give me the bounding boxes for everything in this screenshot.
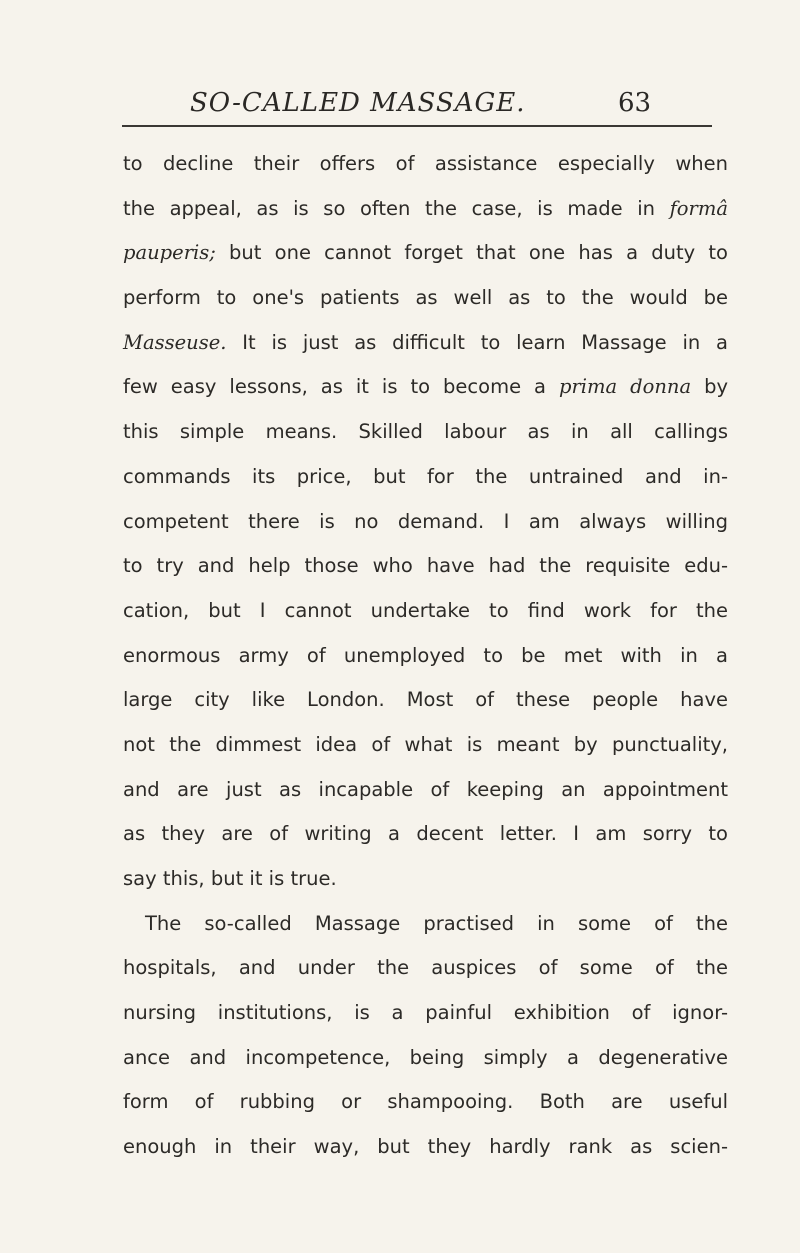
italic-latin-phrase: pauperis; bbox=[123, 241, 216, 265]
text-line: to decline their offers of assistance especially when bbox=[123, 152, 728, 175]
text-line: ance and incompetence, being simply a degenerative bbox=[123, 1045, 728, 1069]
text-line: to try and help those who have had the requisite edu- bbox=[123, 554, 728, 578]
page-header bbox=[0, 88, 800, 138]
text-line: hospitals, and under the auspices of some of the bbox=[123, 956, 728, 980]
text-line: as they are of writing a decent letter. I am sorry to bbox=[123, 822, 728, 846]
body-text bbox=[123, 142, 728, 1170]
text-line: form of rubbing or shampooing. Both are useful bbox=[123, 1090, 728, 1114]
text-line: nursing institutions, is a painful exhibition of ignor- bbox=[123, 1001, 728, 1025]
running-title: SO-CALLED MASSAGE. bbox=[190, 88, 526, 118]
italic-term: Masseuse. bbox=[123, 330, 227, 354]
text-line: few easy lessons, as it is to become a prima donna by bbox=[123, 375, 728, 399]
text-line: competent there is no demand. I am always willing bbox=[123, 509, 728, 533]
text-line: enormous army of unemployed to be met with in a bbox=[123, 643, 728, 667]
italic-phrase: prima donna bbox=[558, 375, 692, 399]
text-line: Masseuse. It is just as difficult to learn Massage in a bbox=[123, 330, 728, 354]
page-number: 63 bbox=[618, 88, 652, 118]
text-line: and are just as incapable of keeping an appointment bbox=[123, 777, 728, 801]
text-line: say this, but it is true. bbox=[123, 867, 337, 890]
text-line: this simple means. Skilled labour as in all callings bbox=[123, 420, 728, 444]
text-line: the appeal, as is so often the case, is made in formâ bbox=[123, 196, 728, 220]
text-line: large city like London. Most of these people have bbox=[123, 688, 728, 712]
italic-latin-phrase: formâ bbox=[669, 196, 728, 220]
text-line: cation, but I cannot undertake to find work for the bbox=[123, 598, 728, 622]
text-line: enough in their way, but they hardly rank as scien- bbox=[123, 1135, 728, 1159]
text-line: commands its price, but for the untrained and in- bbox=[123, 464, 728, 488]
header-rule bbox=[122, 125, 712, 127]
text-line: pauperis; but one cannot forget that one has a duty to bbox=[123, 241, 728, 265]
text-line: not the dimmest idea of what is meant by punctuality, bbox=[123, 732, 728, 756]
text-line: perform to one's patients as well as to the would be bbox=[123, 286, 728, 310]
paragraph-start-line: The so-called Massage practised in some of the bbox=[145, 911, 728, 935]
